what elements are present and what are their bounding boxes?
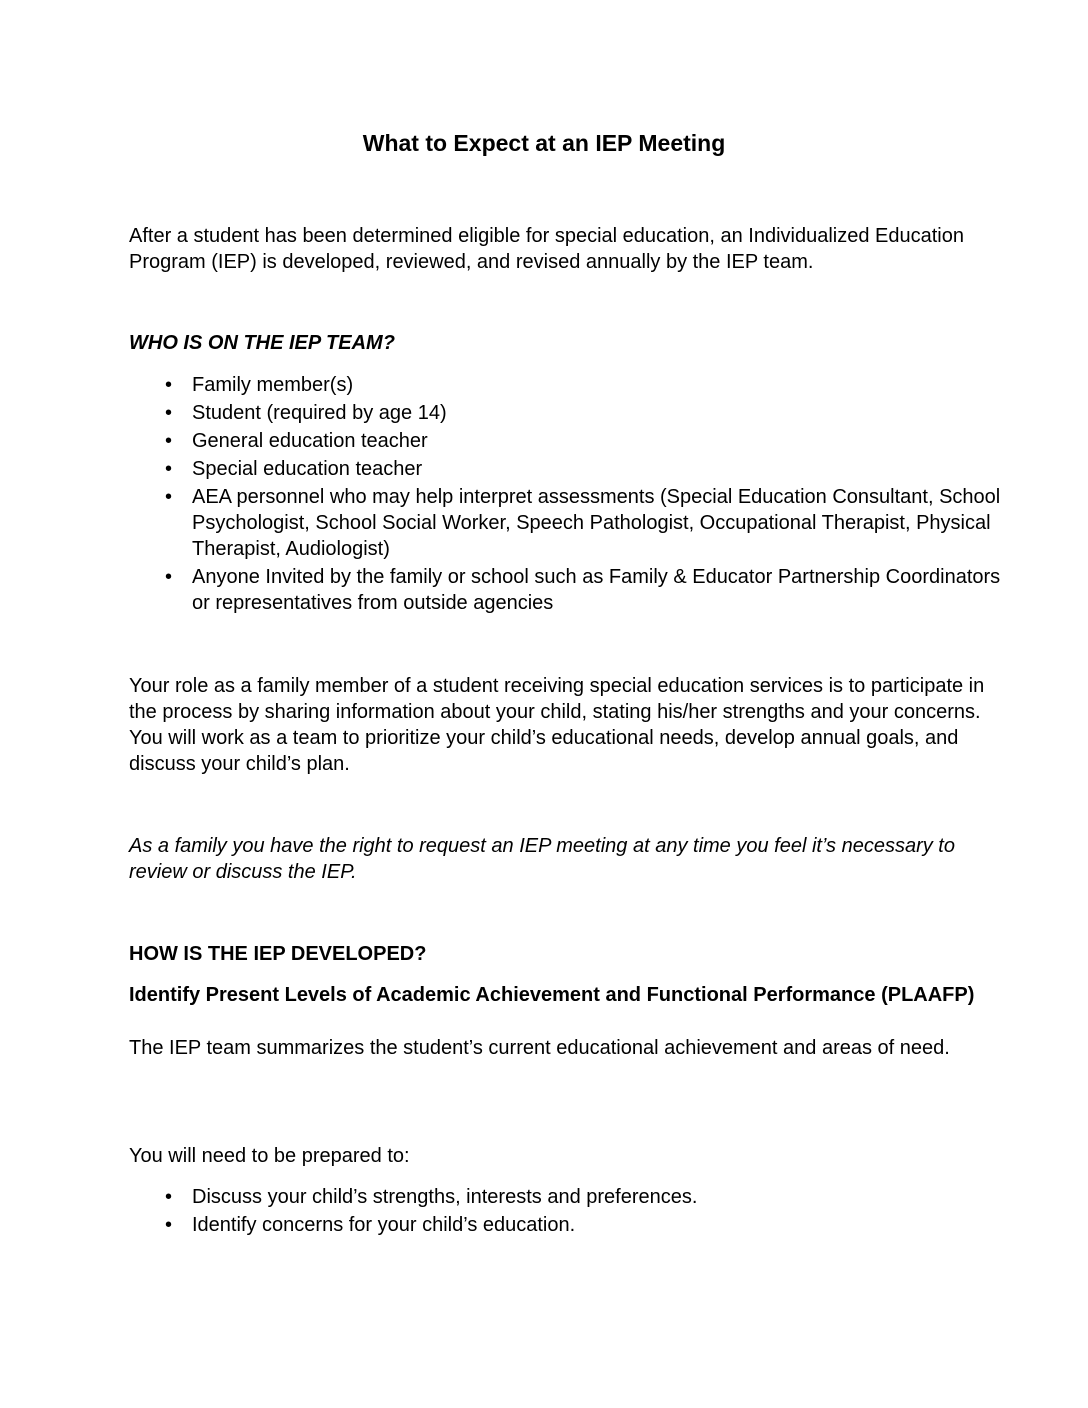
bullet-icon: • [165, 458, 173, 480]
list-item-text: AEA personnel who may help interpret assessments (Special Education Consultant, School Psychologist, School Social Worker, Speech Pathologist, Occupational Therapist, Physical Therapist, Audiologist) [192, 486, 1001, 560]
bullet-icon: • [165, 374, 173, 396]
list-item-text: General education teacher [192, 430, 428, 452]
bullet-icon: • [165, 1214, 173, 1236]
prepare-list [129, 1184, 1009, 1240]
develop-heading: HOW IS THE IEP DEVELOPED? [129, 943, 427, 965]
bullet-icon: • [165, 1186, 173, 1208]
bullet-icon: • [165, 430, 173, 452]
list-item-text: Family member(s) [192, 374, 354, 396]
list-item [129, 564, 1009, 616]
rights-note: As a family you have the right to request an IEP meeting at any time you feel it’s necessary to review or discuss the IEP. [129, 835, 955, 883]
page-title: What to Expect at an IEP Meeting [362, 130, 726, 156]
team-heading: WHO IS ON THE IEP TEAM? [129, 332, 395, 354]
prepare-intro: You will need to be prepared to: [129, 1145, 410, 1167]
list-item [129, 428, 1009, 454]
role-paragraph: Your role as a family member of a student receiving special education services is to participate in the process by sharing information about your child, stating his/her strengths and your concerns. You will work as a team to prioritize your child’s educational needs, develop annual goals, and discuss your child’s plan. [129, 675, 985, 775]
list-item [129, 1184, 1009, 1210]
list-item-text: Discuss your child’s strengths, interests and preferences. [192, 1186, 698, 1208]
list-item-text: Special education teacher [192, 458, 423, 480]
list-item [129, 484, 1009, 562]
list-item-text: Anyone Invited by the family or school such as Family & Educator Partnership Coordinators or representatives from outside agencies [192, 566, 1001, 614]
list-item [129, 1212, 1009, 1238]
list-item-text: Identify concerns for your child’s education. [192, 1214, 576, 1236]
bullet-icon: • [165, 486, 173, 508]
list-item-text: Student (required by age 14) [192, 402, 447, 424]
plaafp-heading: Identify Present Levels of Academic Achievement and Functional Performance (PLAAFP) [129, 984, 975, 1006]
plaafp-text: The IEP team summarizes the student’s current educational achievement and areas of need. [129, 1037, 950, 1059]
intro-paragraph: After a student has been determined eligible for special education, an Individualized Education Program (IEP) is developed, reviewed, and revised annually by the IEP team. [129, 225, 964, 273]
list-item [129, 400, 1009, 426]
bullet-icon: • [165, 402, 173, 424]
bullet-icon: • [165, 566, 173, 588]
list-item [129, 456, 1009, 482]
list-item [129, 372, 1009, 398]
team-members-list [129, 372, 1009, 618]
